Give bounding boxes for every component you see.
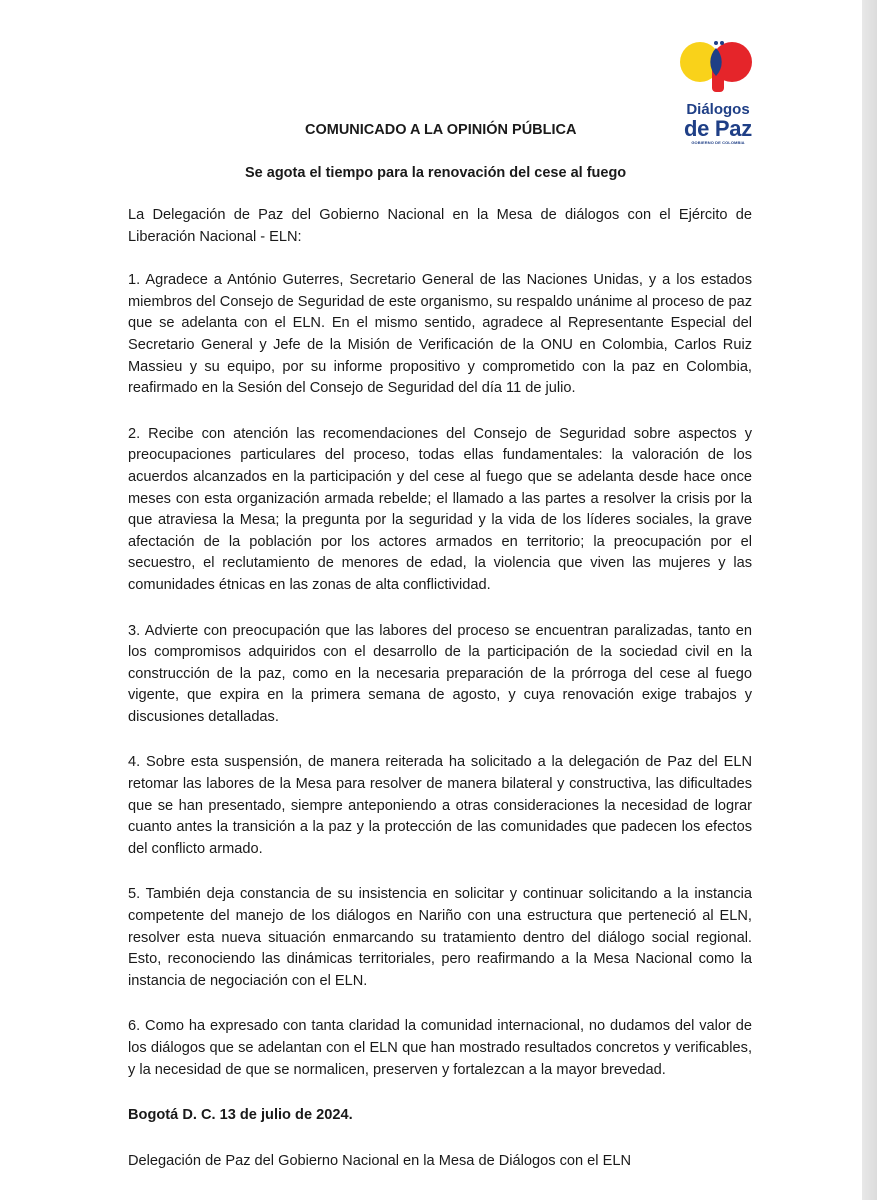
document-body — [128, 205, 752, 1196]
logo-text-line2: de Paz — [684, 116, 752, 141]
document-subtitle: Se agota el tiempo para la renovación del cese al fuego — [245, 165, 627, 181]
point-paragraph-4: 4. Sobre esta suspensión, de manera reiterada ha solicitado a la delegación de Paz del ELN retomar las labores de la Mesa para resolver de manera bilateral y constructiva, las dificultades que se han presentado, siempre anteponiendo a otras consideraciones la necesidad de lograr cuanto antes la transición a la paz y la protección de las comunidades que padecen los efectos del conflicto armado. — [128, 754, 752, 857]
logo-text-line1: Diálogos — [686, 101, 750, 118]
page-edge — [862, 0, 877, 1200]
intro-paragraph: La Delegación de Paz del Gobierno Nacional en la Mesa de diálogos con el Ejército de Liberación Nacional - ELN: — [128, 207, 752, 245]
logo-text-line3: GOBIERNO DE COLOMBIA — [691, 140, 745, 145]
document-title: COMUNICADO A LA OPINIÓN PÚBLICA — [305, 122, 577, 138]
point-paragraph-5: 5. También deja constancia de su insistencia en solicitar y continuar solicitando a la instancia competente del manejo de los diálogos en Nariño con una estructura que perteneció al ELN, resolver esta nueva situación enmarcando su tratamiento dentro del diálogo social regional. Esto, reconociendo las dinámicas territoriales, pero reafirmando a la Mesa Nacional como la instancia de negociación con el ELN. — [128, 886, 752, 989]
logo-mark-icon — [676, 40, 760, 102]
document-date: Bogotá D. C. 13 de julio de 2024. — [128, 1107, 353, 1124]
document-signature: Delegación de Paz del Gobierno Nacional en la Mesa de Diálogos con el ELN — [128, 1152, 631, 1169]
point-paragraph-6: 6. Como ha expresado con tanta claridad la comunidad internacional, no dudamos del valor de los diálogos que se adelantan con el ELN que han mostrado resultados concretos y verificables, y la necesidad de que se normalicen, preserven y fortalezcan a la mayor brevedad. — [128, 1018, 752, 1078]
dialogos-de-paz-logo — [676, 40, 760, 148]
point-paragraph-1: 1. Agradece a António Guterres, Secretario General de las Naciones Unidas, y a los estados miembros del Consejo de Seguridad de este organismo, su respaldo unánime al proceso de paz que se adelanta con el ELN. En el mismo sentido, agradece al Representante Especial del Secretario General y Jefe de la Misión de Verificación de la ONU en Colombia, Carlos Ruiz Massieu y su equipo, por su informe propositivo y comprometido con la paz en Colombia, reafirmado en la Sesión del Consejo de Seguridad del día 11 de julio. — [128, 272, 752, 397]
point-paragraph-3: 3. Advierte con preocupación que las labores del proceso se encuentran paralizadas, tanto en los compromisos adquiridos con el desarrollo de la participación de la sociedad civil en la construcción de la paz, como en la necesaria preparación de la prórroga del cese al fuego vigente, que expira en la primera semana de agosto, y cuya renovación exige trabajos y discusiones detalladas. — [128, 622, 752, 725]
point-paragraph-2: 2. Recibe con atención las recomendaciones del Consejo de Seguridad sobre aspectos y preocupaciones particulares del proceso, todas ellas fundamentales: la valoración de los acuerdos alcanzados en la participación y del cese al fuego que se adelanta desde hace once meses con esta organización armada rebelde; el llamado a las partes a resolver la crisis por la que atraviesa la Mesa; la pregunta por la seguridad y la vida de los líderes sociales, la grave afectación de la población por los actores armados en territorio; la preocupación por el secuestro, el reclutamiento de menores de edad, la violencia que viven las mujeres y las comunidades étnicas en las zonas de alta conflictividad. — [128, 425, 752, 593]
